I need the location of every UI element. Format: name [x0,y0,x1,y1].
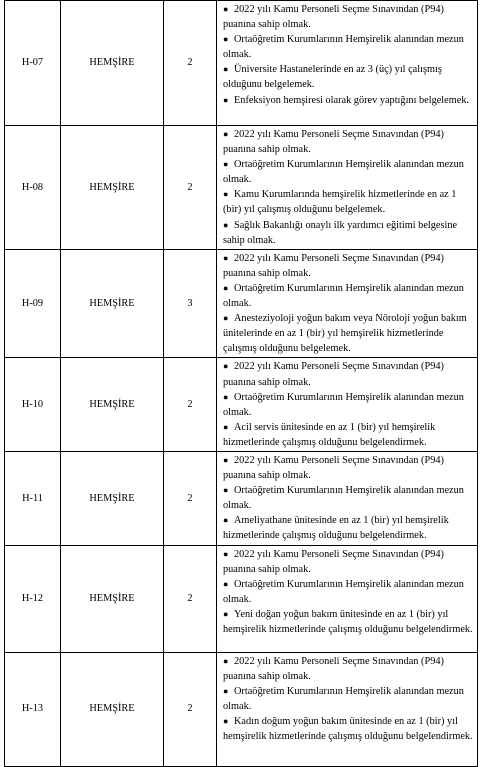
requirement-text: Ortaöğretim Kurumlarının Hemşirelik alanından mezun olmak. [223,159,464,186]
requirement-text: 2022 yılı Kamu Personeli Seçme Sınavından (P94) puanına sahip olmak. [223,4,444,31]
requirements-list [223,251,474,357]
requirements-cell [217,1,478,126]
list-item [223,453,474,483]
requirement-text: Acil servis ünitesinde en az 1 (bir) yıl hemşirelik hizmetlerinde çalışmış olduğunu belgelendirmek. [223,421,436,448]
list-item [223,157,474,187]
list-item [223,547,474,577]
bullet-icon: ● [223,515,229,526]
requirement-text: Sağlık Bakanlığı onaylı ilk yardımcı eğitimi belgesine sahip olmak. [223,219,458,246]
requirement-text: Ortaöğretim Kurumlarının Hemşirelik alanından mezun olmak. [223,391,464,418]
bullet-icon: ● [223,361,229,372]
requirement-text: Kamu Kurumlarında hemşirelik hizmetlerinde en az 1 (bir) yıl çalışmış olduğunu belgelemek. [223,189,457,216]
position-count: 2 [164,126,217,250]
list-item [223,311,474,356]
bullet-icon: ● [223,313,229,324]
list-item [223,714,474,744]
requirements-list [223,453,474,544]
list-item [223,390,474,420]
requirements-list [223,2,474,108]
position-count: 2 [164,652,217,766]
position-title: HEMŞİRE [61,545,164,652]
list-item [223,420,474,450]
bullet-icon: ● [223,578,229,589]
position-count: 3 [164,249,217,358]
requirements-list [223,127,474,248]
list-item [223,654,474,684]
bullet-icon: ● [223,655,229,666]
requirements-cell [217,126,478,250]
list-item [223,251,474,281]
position-code: H-08 [5,126,61,250]
positions-table [4,0,478,767]
bullet-icon: ● [223,391,229,402]
position-count: 2 [164,451,217,545]
bullet-icon: ● [223,189,229,200]
table-row [5,126,478,250]
requirements-list [223,654,474,745]
position-code: H-10 [5,358,61,452]
requirement-text: 2022 yılı Kamu Personeli Seçme Sınavından (P94) puanına sahip olmak. [223,655,444,682]
requirement-text: 2022 yılı Kamu Personeli Seçme Sınavından (P94) puanına sahip olmak. [223,129,444,156]
bullet-icon: ● [223,159,229,170]
position-title: HEMŞİRE [61,652,164,766]
list-item [223,281,474,311]
table-row [5,1,478,126]
position-title: HEMŞİRE [61,358,164,452]
list-item [223,32,474,62]
bullet-icon: ● [223,4,229,14]
requirements-list [223,547,474,638]
requirement-text: Kadın doğum yoğun bakım ünitesinde en az 1 (bir) yıl hemşirelik hizmetlerinde çalışmış olduğunu belgelendirmek. [223,715,473,742]
bullet-icon: ● [223,421,229,432]
position-count: 2 [164,545,217,652]
requirement-text: Ortaöğretim Kurumlarının Hemşirelik alanından mezun olmak. [223,485,464,512]
requirement-text: Ortaöğretim Kurumlarının Hemşirelik alanından mezun olmak. [223,34,464,61]
bullet-icon: ● [223,64,229,75]
bullet-icon: ● [223,94,229,105]
position-code: H-11 [5,451,61,545]
bullet-icon: ● [223,548,229,559]
bullet-icon: ● [223,252,229,263]
bullet-icon: ● [223,454,229,465]
position-title: HEMŞİRE [61,1,164,126]
table-row [5,249,478,358]
requirement-text: Ortaöğretim Kurumlarının Hemşirelik alanından mezun olmak. [223,282,464,310]
table-row [5,451,478,545]
requirements-cell [217,652,478,766]
requirement-text: 2022 yılı Kamu Personeli Seçme Sınavından (P94) puanına sahip olmak. [223,252,444,279]
position-title: HEMŞİRE [61,451,164,545]
bullet-icon: ● [223,282,229,293]
requirement-text: Üniversite Hastanelerinde en az 3 (üç) yıl çalışmış olduğunu belgelemek. [223,64,442,91]
positions-table-body [5,1,478,767]
list-item [223,684,474,714]
list-item [223,607,474,637]
list-item [223,483,474,513]
requirement-text: Yeni doğan yoğun bakım ünitesinde en az 1 (bir) yıl hemşirelik hizmetlerinde çalışmış olduğunu belgelendirmek. [223,608,473,635]
position-title: HEMŞİRE [61,249,164,358]
bullet-icon: ● [223,219,229,230]
position-title: HEMŞİRE [61,126,164,250]
list-item [223,2,474,32]
list-item [223,577,474,607]
requirement-text: Ameliyathane ünitesinde en az 1 (bir) yıl hemşirelik hizmetlerinde çalışmış olduğunu belgelendirmek. [223,515,449,542]
position-count: 2 [164,358,217,452]
position-code: H-07 [5,1,61,126]
table-row [5,358,478,452]
list-item [223,187,474,217]
position-code: H-13 [5,652,61,766]
requirement-text: Anesteziyoloji yoğun bakım veya Nöroloji yoğun bakım ünitelerinde en az 1 (bir) yıl hemşirelik hizmetlerinde çalışmış olduğunu belgelemek. [223,313,467,355]
bullet-icon: ● [223,129,229,139]
list-item [223,127,474,157]
bullet-icon: ● [223,715,229,726]
requirement-text: 2022 yılı Kamu Personeli Seçme Sınavından (P94) puanına sahip olmak. [223,361,444,388]
list-item [223,359,474,389]
requirements-cell [217,545,478,652]
requirement-text: 2022 yılı Kamu Personeli Seçme Sınavından (P94) puanına sahip olmak. [223,454,444,482]
table-row [5,545,478,652]
bullet-icon: ● [223,485,229,496]
requirements-cell [217,249,478,358]
bullet-icon: ● [223,685,229,696]
position-code: H-12 [5,545,61,652]
requirement-text: 2022 yılı Kamu Personeli Seçme Sınavından (P94) puanına sahip olmak. [223,548,444,575]
list-item [223,513,474,543]
bullet-icon: ● [223,34,229,45]
requirements-cell [217,451,478,545]
list-item [223,62,474,92]
requirement-text: Ortaöğretim Kurumlarının Hemşirelik alanından mezun olmak. [223,685,464,712]
table-row [5,652,478,766]
requirements-list [223,359,474,450]
position-code: H-09 [5,249,61,358]
requirements-cell [217,358,478,452]
position-count: 2 [164,1,217,126]
requirement-text: Enfeksiyon hemşiresi olarak görev yaptığını belgelemek. [234,94,470,106]
bullet-icon: ● [223,608,229,619]
list-item [223,93,474,108]
requirement-text: Ortaöğretim Kurumlarının Hemşirelik alanından mezun olmak. [223,578,464,605]
list-item [223,218,474,248]
